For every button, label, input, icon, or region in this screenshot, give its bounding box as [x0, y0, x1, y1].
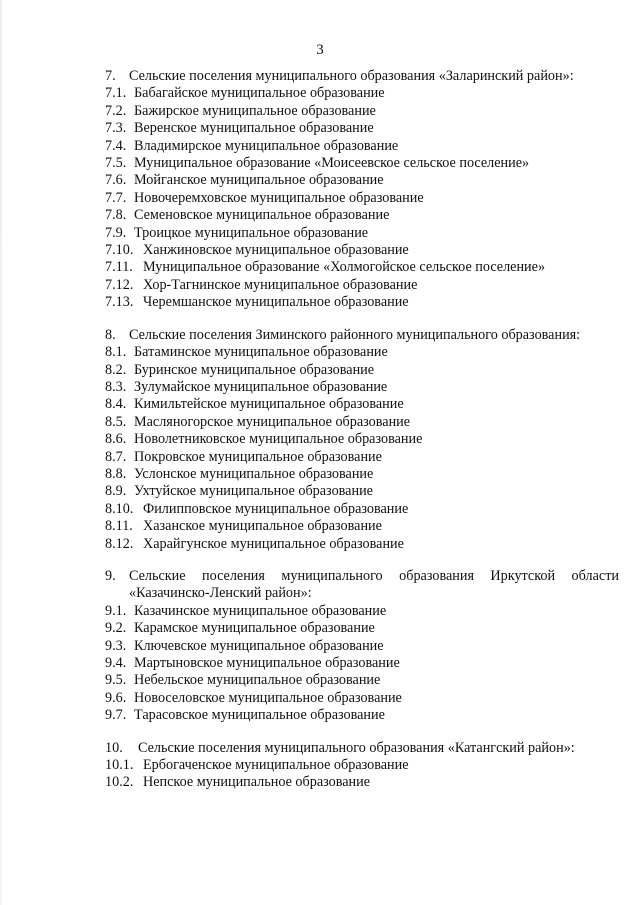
- item-number: 7.4.: [105, 137, 127, 154]
- item-text: Тарасовское муниципальное образование: [134, 707, 385, 724]
- item-text: Карамское муниципальное образование: [134, 620, 375, 637]
- item-number: 10.2.: [105, 774, 134, 791]
- section-title: Сельские поселения муниципального образования «Заларинский район»:: [129, 68, 574, 84]
- item-text: Троицкое муниципальное образование: [134, 224, 369, 241]
- item-number: 9.7.: [105, 707, 127, 724]
- item-number: 7.10.: [105, 242, 134, 259]
- item-text: Веренское муниципальное образование: [134, 120, 374, 137]
- list-item: [105, 707, 605, 724]
- item-number: 8.12.: [105, 535, 134, 552]
- page-number: 3: [316, 42, 324, 58]
- list-item: [105, 172, 605, 189]
- section-7: [105, 68, 605, 312]
- item-text: Буринское муниципальное образование: [134, 361, 375, 378]
- item-number: 9.2.: [105, 620, 127, 637]
- item-text: Владимирское муниципальное образование: [134, 137, 399, 154]
- item-number: 7.11.: [105, 259, 133, 276]
- list-item: [105, 620, 605, 637]
- list-item: [105, 85, 605, 102]
- item-number: 8.6.: [105, 431, 127, 448]
- list-item: [105, 190, 605, 207]
- section-8: [105, 327, 605, 553]
- section-heading: [105, 327, 605, 344]
- section-title: Сельские поселения Зиминского районного муниципального образования:: [129, 326, 581, 343]
- item-number: 8.11.: [105, 518, 133, 535]
- item-text: Семеновское муниципальное образование: [134, 207, 390, 224]
- item-number: 9.4.: [105, 655, 127, 671]
- list-item: [105, 344, 605, 361]
- item-number: 8.9.: [105, 483, 127, 500]
- item-number: 8.5.: [105, 413, 127, 430]
- section-number: 10.: [105, 739, 123, 756]
- item-text: Хор-Тагнинское муниципальное образование: [143, 276, 418, 293]
- list-item: [105, 396, 605, 413]
- document-body: [105, 68, 619, 792]
- item-text: Покровское муниципальное образование: [134, 448, 382, 465]
- item-text: Черемшанское муниципальное образование: [143, 294, 409, 311]
- list-item: [105, 501, 605, 518]
- list-item: [105, 655, 605, 672]
- item-number: 10.1.: [105, 757, 134, 774]
- item-text: Кимильтейское муниципальное образование: [134, 396, 404, 413]
- item-number: 7.1.: [105, 85, 127, 102]
- section-number: 8.: [105, 326, 116, 343]
- item-number: 8.10.: [105, 500, 134, 517]
- list-item: [105, 294, 605, 311]
- list-item: [105, 207, 605, 224]
- item-number: 8.8.: [105, 465, 127, 482]
- item-number: 7.3.: [105, 120, 127, 137]
- list-item: [105, 757, 605, 774]
- item-text: Муниципальное образование «Моисеевское сельское поселение»: [134, 155, 530, 172]
- item-number: 9.6.: [105, 689, 127, 706]
- item-text: Ербогаченское муниципальное образование: [143, 757, 409, 774]
- item-number: 8.4.: [105, 396, 127, 413]
- item-text: Муниципальное образование «Холмогойское сельское поселение»: [143, 259, 546, 276]
- item-number: 7.9.: [105, 224, 127, 241]
- section-title: Сельские поселения муниципального образования Иркутской области «Казачинско-Ленский район»:: [129, 567, 619, 602]
- list-item: [105, 414, 605, 431]
- item-text: Мойганское муниципальное образование: [134, 172, 384, 189]
- section-heading: [105, 68, 605, 85]
- item-number: 8.3.: [105, 378, 127, 395]
- item-number: 9.5.: [105, 672, 127, 689]
- list-item: [105, 466, 605, 483]
- item-text: Ключевское муниципальное образование: [134, 637, 384, 654]
- item-text: Хазанское муниципальное образование: [143, 518, 382, 535]
- list-item: [105, 155, 605, 172]
- item-text: Казачинское муниципальное образование: [134, 602, 387, 619]
- item-text: Небельское муниципальное образование: [134, 672, 381, 689]
- item-text: Зулумайское муниципальное образование: [134, 378, 388, 395]
- item-text: Услонское муниципальное образование: [134, 465, 374, 482]
- item-number: 8.2.: [105, 361, 127, 378]
- item-text: Батаминское муниципальное образование: [134, 344, 388, 361]
- item-text: Харайгунское муниципальное образование: [143, 535, 404, 552]
- section-title: Сельские поселения муниципального образования «Катангский район»:: [138, 739, 575, 756]
- item-text: Ханжиновское муниципальное образование: [143, 242, 409, 259]
- list-item: [105, 536, 605, 553]
- list-item: [105, 379, 605, 396]
- item-number: 9.3.: [105, 637, 127, 654]
- list-item: [105, 120, 605, 137]
- section-heading: [105, 740, 605, 757]
- item-text: Ухтуйское муниципальное образование: [134, 483, 373, 500]
- section-heading: [105, 567, 619, 603]
- item-number: 7.13.: [105, 294, 134, 311]
- section-10: [105, 740, 605, 792]
- item-number: 9.1.: [105, 602, 127, 619]
- item-number: 7.7.: [105, 189, 127, 206]
- item-text: Бажирское муниципальное образование: [134, 102, 376, 119]
- item-number: 8.1.: [105, 344, 127, 361]
- list-item: [105, 518, 605, 535]
- list-item: [105, 431, 605, 448]
- item-text: Филипповское муниципальное образование: [143, 500, 409, 517]
- item-number: 7.12.: [105, 276, 134, 293]
- list-item: [105, 259, 605, 276]
- list-item: [105, 242, 605, 259]
- item-text: Непское муниципальное образование: [143, 774, 371, 791]
- item-text: Бабагайское муниципальное образование: [134, 85, 385, 102]
- scan-edge: [0, 0, 2, 905]
- item-text: Новоселовское муниципальное образование: [134, 689, 402, 706]
- list-item: [105, 638, 605, 655]
- section-9: [105, 567, 619, 725]
- section-number: 7.: [105, 68, 116, 84]
- item-text: Мартыновское муниципальное образование: [134, 655, 400, 671]
- list-item: [105, 277, 605, 294]
- list-item: [105, 483, 605, 500]
- item-text: Новочеремховское муниципальное образование: [134, 189, 424, 206]
- list-item: [105, 449, 605, 466]
- list-item: [105, 103, 605, 120]
- list-item: [105, 362, 605, 379]
- item-number: 7.2.: [105, 102, 127, 119]
- item-text: Масляногорское муниципальное образование: [134, 413, 411, 430]
- list-item: [105, 603, 605, 620]
- item-number: 7.8.: [105, 207, 127, 224]
- item-number: 7.6.: [105, 172, 127, 189]
- section-number: 9.: [105, 567, 116, 584]
- item-number: 7.5.: [105, 155, 127, 172]
- list-item: [105, 138, 605, 155]
- list-item: [105, 672, 605, 689]
- item-text: Новолетниковское муниципальное образование: [134, 431, 423, 448]
- list-item: [105, 774, 605, 791]
- list-item: [105, 690, 605, 707]
- list-item: [105, 225, 605, 242]
- item-number: 8.7.: [105, 448, 127, 465]
